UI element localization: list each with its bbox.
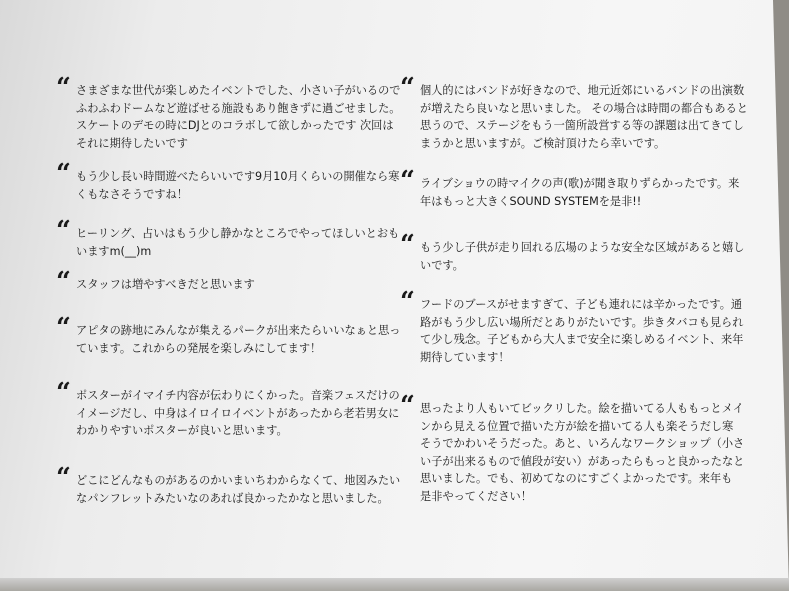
- comment-block: [56, 267, 255, 297]
- quote-mark-icon: “: [56, 159, 71, 189]
- comment-text-line: なパンフレットみたいなのあれば良かったかなと思いました。: [76, 491, 389, 505]
- comment-text-line: ヒーリング、占いはもう少し静かなところでやってほしいとおも: [76, 227, 400, 240]
- comment-text-line: いです。: [420, 258, 464, 272]
- comment-text-line: 個人的にはバンドが好きなので、地元近郊にいるバンドの出演数: [420, 84, 745, 97]
- comment-text-line: ポスターがイマイチ内容が伝わりにくかった。音楽フェスだけの: [76, 389, 400, 402]
- quote-mark-icon: “: [400, 73, 415, 103]
- comment-text-line: イメージだし、中身はイロイロイベントがあったから老若男女に: [76, 406, 400, 420]
- comment-text-line: さまざまな世代が楽しめたイベントでした、小さい子がいるので: [76, 84, 401, 97]
- quote-mark-icon: “: [400, 166, 415, 196]
- comment-text-line: そうでかわいそうだった。あと、いろんなワークショップ（小さ: [420, 437, 745, 450]
- comment-block: [400, 166, 740, 210]
- comment-block: [400, 73, 748, 152]
- comment-text-line: 期待しています！: [420, 350, 510, 364]
- quote-mark-icon: “: [400, 391, 415, 421]
- comment-text-line: ンから見える位置で描いた方が絵を描いてる人も楽そうだし寒: [420, 419, 734, 433]
- quote-mark-icon: “: [56, 73, 71, 103]
- comment-text-line: まうかと思いますが。ご検討頂けたら幸いです。: [420, 136, 666, 150]
- comment-text-line: 年はもっと大きくSOUND SYSTEMを是非!!: [420, 194, 642, 208]
- comment-block: [56, 463, 401, 507]
- comment-text-line: それに期待したいです: [76, 136, 188, 150]
- page-bottom-edge: [0, 578, 789, 591]
- quote-mark-icon: “: [400, 287, 415, 317]
- comment-text-line: 是非やってください！: [420, 489, 532, 503]
- comment-text-line: て少し残念。子どもから大人まで安全に楽しめるイベント、来年: [420, 333, 744, 346]
- comment-text-line: フードのブースがせますぎて、子ども連れには辛かったです。通: [420, 298, 743, 311]
- quote-mark-icon: “: [56, 378, 71, 408]
- comment-text-line: ふわふわドームなど遊ばせる施設もあり飽きずに過ごせました。: [76, 101, 401, 115]
- comment-text-line: わかりやすいポスターが良いと思います。: [76, 424, 288, 437]
- comment-block: [400, 287, 744, 366]
- comment-block: [400, 230, 745, 274]
- comment-text-line: 思うので、ステージをもう一箇所設営する等の課題は出てきてし: [420, 119, 744, 132]
- comment-text-line: ライブショウの時マイクの声(歌)が聞き取りずらかったです。来: [420, 177, 740, 190]
- comment-text-line: スケートのデモの時にDJとのコラボして欲しかったです 次回は: [76, 119, 394, 132]
- comment-text-line: が増えたら良いなと思いました。 その場合は時間の都合もあると: [420, 101, 748, 115]
- comment-block: [400, 391, 745, 505]
- quote-mark-icon: “: [56, 463, 71, 493]
- comment-text-line: もう少し長い時間遊べたらいいです9月10月くらいの開催なら寒: [76, 170, 400, 183]
- comment-text-line: 思いました。でも、初めてなのにすごくよかったです。来年も: [420, 472, 733, 485]
- comment-text-line: 思ったより人もいてビックリした。絵を描いてる人ももっとメイ: [420, 402, 744, 415]
- comment-text-line: アピタの跡地にみんなが集えるパークが出来たらいいなぁと思っ: [76, 324, 401, 337]
- comment-text-line: くもなさそうですね！: [76, 187, 188, 201]
- comment-text-line: スタッフは増やすべきだと思います: [76, 278, 255, 291]
- comment-text-line: いますm(__)m: [76, 244, 152, 258]
- comment-text-line: ています。これからの発展を楽しみにしてます！: [76, 341, 322, 355]
- quote-mark-icon: “: [56, 216, 71, 246]
- quote-mark-icon: “: [56, 313, 71, 343]
- quote-mark-icon: “: [56, 267, 71, 297]
- comment-text-line: どこにどんなものがあるのかいまいちわからなくて、地図みたい: [76, 474, 401, 487]
- quote-mark-icon: “: [400, 230, 415, 260]
- comment-text-line: もう少し子供が走り回れる広場のような安全な区域があると嬉し: [420, 241, 745, 254]
- comment-block: [56, 159, 400, 203]
- comment-block: [56, 378, 400, 440]
- comment-block: [56, 216, 400, 260]
- comment-block: [56, 313, 401, 357]
- comment-text-line: い子が出来るもので値段が安い）があったらもっと良かったなと: [420, 454, 745, 468]
- comment-block: [56, 73, 401, 152]
- comment-text-line: 路がもう少し広い場所だとありがたいです。歩きタバコも見られ: [420, 315, 744, 329]
